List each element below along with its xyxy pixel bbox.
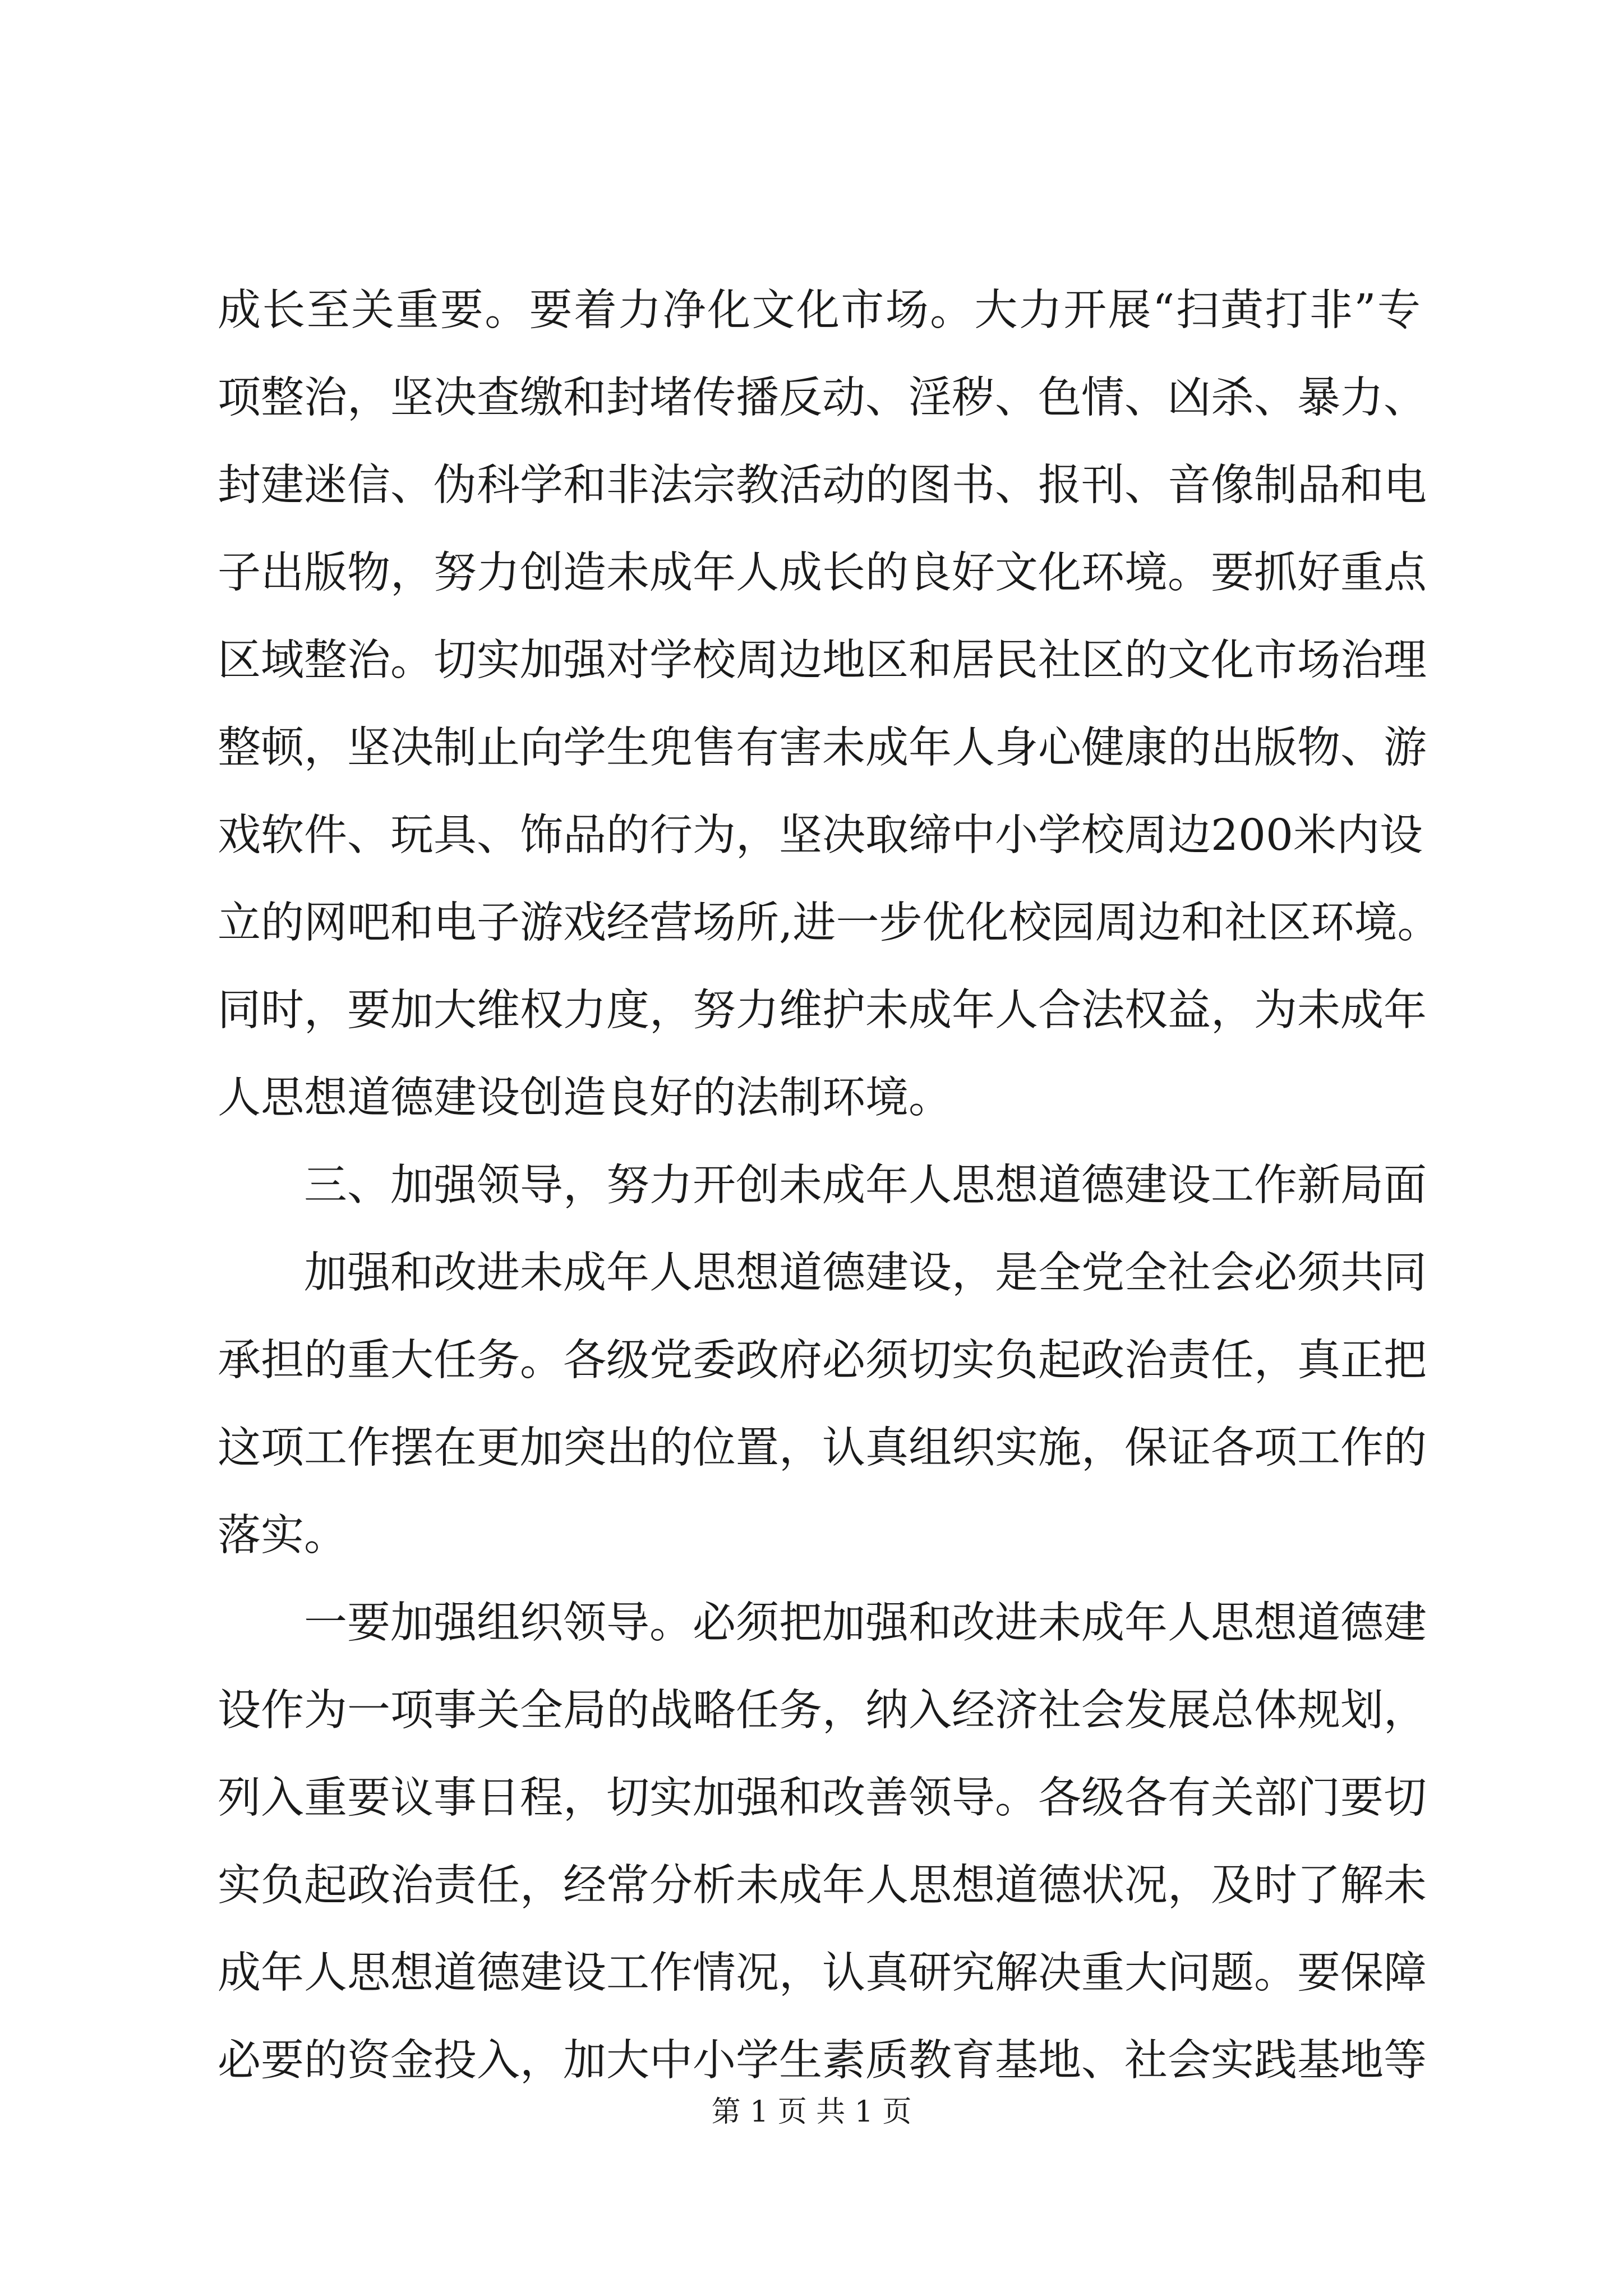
text-line: 加强和改进未成年人思想道德建设，是全党全社会必须共同 (304, 1248, 1427, 1298)
text-line: 落实。 (218, 1511, 347, 1561)
text-line: 封建迷信、伪科学和非法宗教活动的图书、报刊、音像制品和电 (218, 461, 1427, 510)
text-line: 项整治，坚决查缴和封堵传播反动、淫秽、色情、凶杀、暴力、 (218, 373, 1427, 423)
text-line: 这项工作摆在更加突出的位置，认真组织实施，保证各项工作的 (218, 1423, 1427, 1473)
text-line: 列入重要议事日程，切实加强和改善领导。各级各有关部门要切 (218, 1773, 1427, 1823)
text-line: 人思想道德建设创造良好的法制环境。 (218, 1073, 952, 1123)
text-line: 成年人思想道德建设工作情况，认真研究解决重大问题。要保障 (218, 1948, 1427, 1998)
text-line: 同时，要加大维权力度，努力维护未成年人合法权益，为未成年 (218, 986, 1427, 1036)
text-line: 整顿，坚决制止向学生兜售有害未成年人身心健康的出版物、游 (218, 723, 1427, 773)
text-line: 承担的重大任务。各级党委政府必须切实负起政治责任，真正把 (218, 1336, 1427, 1386)
text-line: 必要的资金投入，加大中小学生素质教育基地、社会实践基地等 (218, 2036, 1427, 2086)
page-number-footer: 第 1 页 共 1 页 (711, 2095, 912, 2129)
text-line: 实负起政治责任，经常分析未成年人思想道德状况，及时了解未 (218, 1861, 1427, 1911)
section-heading: 三、加强领导，努力开创未成年人思想道德建设工作新局面 (304, 1161, 1427, 1211)
text-line: 戏软件、玩具、饰品的行为，坚决取缔中小学校周边200米内设 (218, 811, 1423, 861)
text-line: 子出版物，努力创造未成年人成长的良好文化环境。要抓好重点 (218, 548, 1427, 598)
text-line: 立的网吧和电子游戏经营场所,进一步优化校园周边和社区环境。 (218, 898, 1441, 948)
text-line: 设作为一项事关全局的战略任务，纳入经济社会发展总体规划， (218, 1686, 1427, 1736)
document-body (218, 267, 1441, 2105)
text-line: 区域整治。切实加强对学校周边地区和居民社区的文化市场治理 (218, 636, 1427, 685)
text-line: 成长至关重要。要着力净化文化市场。大力开展“扫黄打非”专 (218, 286, 1421, 335)
text-line: 一要加强组织领导。必须把加强和改进未成年人思想道德建 (304, 1598, 1427, 1648)
